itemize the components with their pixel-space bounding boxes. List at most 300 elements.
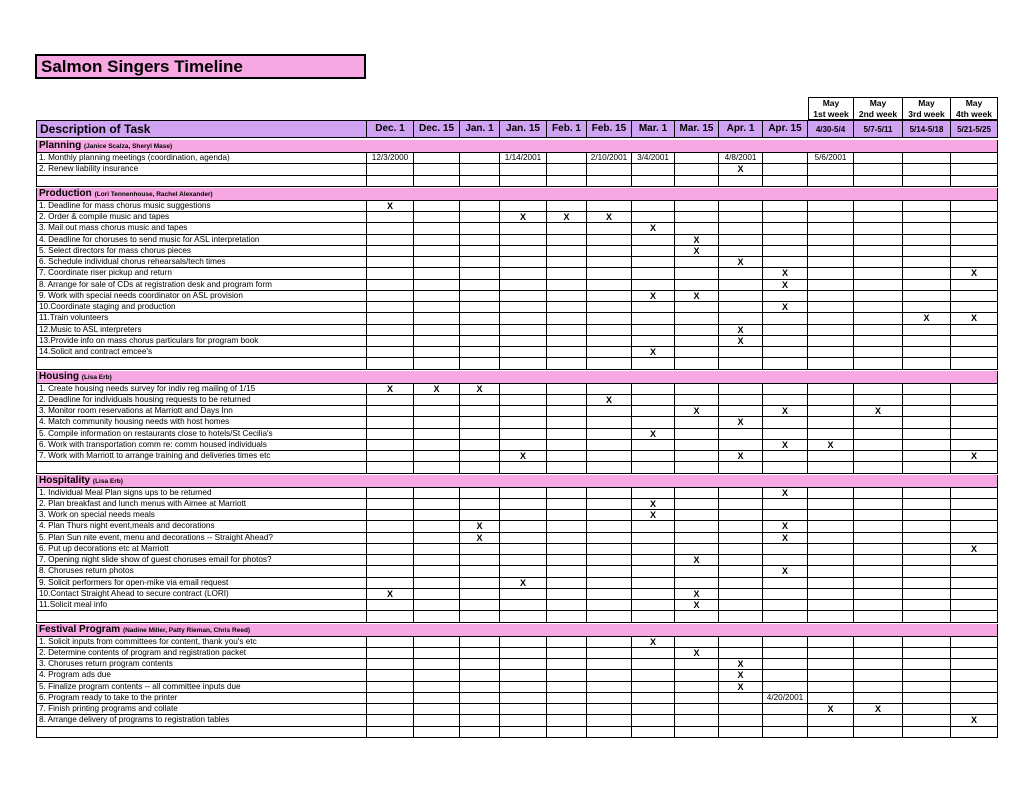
- empty-cell: [460, 212, 500, 223]
- empty-cell: [460, 257, 500, 268]
- empty-cell: [763, 417, 808, 428]
- may-week-label: 3rd week: [908, 109, 945, 119]
- empty-cell: [587, 510, 632, 521]
- empty-cell: [632, 280, 675, 291]
- empty-cell: [854, 566, 903, 577]
- empty-cell: [500, 682, 547, 693]
- empty-cell: [719, 727, 763, 738]
- may-month-label: May: [822, 98, 840, 108]
- empty-cell: [951, 406, 998, 417]
- empty-cell: [460, 693, 500, 704]
- empty-cell: [632, 164, 675, 175]
- task-mark: X: [719, 164, 763, 175]
- empty-cell: [460, 358, 500, 369]
- empty-cell: [854, 555, 903, 566]
- empty-cell: [367, 659, 414, 670]
- empty-cell: [460, 555, 500, 566]
- empty-cell: [675, 566, 719, 577]
- empty-cell: [367, 164, 414, 175]
- empty-cell: [951, 704, 998, 715]
- may-week-header: [903, 97, 951, 120]
- empty-cell: [951, 600, 998, 611]
- empty-cell: [854, 417, 903, 428]
- task-mark: X: [632, 637, 675, 648]
- empty-cell: [808, 670, 854, 681]
- empty-cell: [460, 715, 500, 726]
- empty-cell: [719, 313, 763, 324]
- empty-cell: [367, 268, 414, 279]
- task-row-label: 1. Solicit inputs from committees for content, thank you's etc: [36, 637, 367, 648]
- task-mark: X: [903, 313, 951, 324]
- empty-cell: [763, 153, 808, 164]
- empty-cell: [500, 235, 547, 246]
- task-row-label: 3. Choruses return program contents: [36, 659, 367, 670]
- task-mark: X: [632, 510, 675, 521]
- empty-cell: [763, 715, 808, 726]
- empty-cell: [903, 384, 951, 395]
- empty-cell: [587, 223, 632, 234]
- empty-cell: [632, 727, 675, 738]
- task-mark: X: [763, 440, 808, 451]
- empty-cell: [763, 727, 808, 738]
- empty-cell: [500, 384, 547, 395]
- empty-cell: [460, 510, 500, 521]
- empty-cell: [632, 406, 675, 417]
- task-row-label: 9. Solicit performers for open-mike via email request: [36, 578, 367, 589]
- empty-cell: [632, 589, 675, 600]
- empty-cell: [675, 544, 719, 555]
- may-week-label: 2nd week: [858, 109, 898, 119]
- empty-cell: [367, 727, 414, 738]
- empty-cell: [500, 510, 547, 521]
- empty-cell: [587, 611, 632, 622]
- empty-cell: [587, 727, 632, 738]
- task-mark: X: [587, 395, 632, 406]
- empty-cell: [675, 302, 719, 313]
- task-row-label: 7. Finish printing programs and collate: [36, 704, 367, 715]
- task-row-label: 14.Solicit and contract emcee's: [36, 347, 367, 358]
- empty-cell: [414, 727, 460, 738]
- empty-cell: [414, 533, 460, 544]
- date-column-header: Apr. 1: [719, 120, 763, 138]
- empty-cell: [951, 693, 998, 704]
- empty-cell: [632, 578, 675, 589]
- empty-cell: [460, 176, 500, 187]
- task-mark: X: [500, 212, 547, 223]
- section-header: [36, 140, 998, 153]
- empty-cell: [587, 257, 632, 268]
- empty-cell: [854, 336, 903, 347]
- empty-cell: [632, 336, 675, 347]
- empty-cell: [460, 544, 500, 555]
- task-row-label: 1. Create housing needs survey for indiv reg mailing of 1/15: [36, 384, 367, 395]
- empty-cell: [808, 325, 854, 336]
- empty-cell: [460, 566, 500, 577]
- task-mark: X: [808, 440, 854, 451]
- task-mark: X: [632, 347, 675, 358]
- task-column-header: Description of Task: [36, 120, 367, 138]
- empty-cell: [547, 291, 587, 302]
- empty-cell: [547, 715, 587, 726]
- empty-cell: [763, 682, 808, 693]
- empty-cell: [414, 510, 460, 521]
- empty-cell: [763, 358, 808, 369]
- empty-cell: [367, 682, 414, 693]
- task-mark: X: [460, 384, 500, 395]
- empty-cell: [903, 533, 951, 544]
- empty-cell: [854, 246, 903, 257]
- task-row-label: 7. Work with Marriott to arrange training and deliveries times etc: [36, 451, 367, 462]
- empty-cell: [547, 257, 587, 268]
- empty-cell: [763, 578, 808, 589]
- empty-cell: [500, 440, 547, 451]
- task-mark: X: [763, 406, 808, 417]
- empty-cell: [547, 384, 587, 395]
- empty-cell: [854, 533, 903, 544]
- empty-cell: [414, 600, 460, 611]
- empty-cell: [808, 246, 854, 257]
- empty-cell: [675, 462, 719, 473]
- empty-cell: [500, 176, 547, 187]
- empty-cell: [500, 544, 547, 555]
- empty-cell: [460, 704, 500, 715]
- empty-cell: [951, 395, 998, 406]
- empty-cell: [632, 246, 675, 257]
- empty-cell: [675, 682, 719, 693]
- empty-cell: [719, 246, 763, 257]
- empty-cell: [719, 462, 763, 473]
- empty-cell: [808, 648, 854, 659]
- empty-cell: [367, 406, 414, 417]
- empty-cell: [808, 257, 854, 268]
- task-mark: X: [500, 578, 547, 589]
- task-mark: X: [951, 715, 998, 726]
- empty-cell: [854, 235, 903, 246]
- empty-cell: [854, 384, 903, 395]
- empty-cell: [632, 704, 675, 715]
- empty-cell: [854, 499, 903, 510]
- empty-cell: [500, 223, 547, 234]
- section-title: Festival Program: [39, 623, 121, 635]
- empty-cell: [632, 440, 675, 451]
- empty-cell: [547, 280, 587, 291]
- empty-cell: [719, 566, 763, 577]
- empty-cell: [808, 578, 854, 589]
- empty-cell: [854, 589, 903, 600]
- empty-cell: [951, 257, 998, 268]
- empty-cell: [763, 451, 808, 462]
- empty-cell: [675, 499, 719, 510]
- task-row-label: 6. Schedule individual chorus rehearsals/tech times: [36, 257, 367, 268]
- empty-cell: [587, 659, 632, 670]
- empty-cell: [763, 336, 808, 347]
- empty-cell: [414, 499, 460, 510]
- empty-cell: [808, 212, 854, 223]
- empty-cell: [951, 727, 998, 738]
- section-title: Housing: [39, 370, 79, 382]
- empty-cell: [547, 164, 587, 175]
- empty-cell: [854, 727, 903, 738]
- empty-cell: [414, 395, 460, 406]
- empty-cell: [414, 462, 460, 473]
- empty-cell: [903, 659, 951, 670]
- empty-cell: [951, 280, 998, 291]
- empty-cell: [808, 347, 854, 358]
- empty-cell: [854, 510, 903, 521]
- empty-cell: [903, 727, 951, 738]
- empty-cell: [808, 693, 854, 704]
- empty-cell: [632, 462, 675, 473]
- empty-cell: [367, 176, 414, 187]
- empty-cell: [547, 176, 587, 187]
- empty-cell: [632, 488, 675, 499]
- empty-cell: [854, 462, 903, 473]
- empty-cell: [632, 417, 675, 428]
- empty-cell: [414, 291, 460, 302]
- blank-row: [36, 727, 367, 738]
- empty-cell: [808, 451, 854, 462]
- empty-cell: [951, 176, 998, 187]
- empty-cell: [719, 429, 763, 440]
- empty-cell: [460, 600, 500, 611]
- empty-cell: [903, 336, 951, 347]
- empty-cell: [854, 313, 903, 324]
- may-week-header: [854, 97, 903, 120]
- empty-cell: [951, 153, 998, 164]
- empty-cell: [460, 164, 500, 175]
- empty-cell: [951, 347, 998, 358]
- empty-cell: [951, 648, 998, 659]
- empty-cell: [903, 358, 951, 369]
- empty-cell: [763, 544, 808, 555]
- empty-cell: [367, 566, 414, 577]
- empty-cell: [903, 347, 951, 358]
- empty-cell: [808, 488, 854, 499]
- empty-cell: [903, 521, 951, 532]
- empty-cell: [903, 611, 951, 622]
- empty-cell: [808, 336, 854, 347]
- empty-cell: [500, 302, 547, 313]
- empty-cell: [414, 176, 460, 187]
- empty-cell: [951, 223, 998, 234]
- section-owners: (Janice Scalza, Sheryl Mase): [84, 143, 173, 150]
- empty-cell: [414, 589, 460, 600]
- task-row-label: 10.Coordinate staging and production: [36, 302, 367, 313]
- empty-cell: [460, 589, 500, 600]
- empty-cell: [903, 499, 951, 510]
- empty-cell: [460, 670, 500, 681]
- date-column-header: 5/14-5/18: [903, 120, 951, 138]
- empty-cell: [367, 600, 414, 611]
- empty-cell: [719, 488, 763, 499]
- empty-cell: [460, 727, 500, 738]
- empty-cell: [675, 347, 719, 358]
- empty-cell: [808, 358, 854, 369]
- empty-cell: [547, 246, 587, 257]
- empty-cell: [367, 670, 414, 681]
- empty-cell: [460, 223, 500, 234]
- empty-cell: [675, 715, 719, 726]
- empty-cell: [808, 727, 854, 738]
- empty-cell: [547, 533, 587, 544]
- empty-cell: [675, 533, 719, 544]
- empty-cell: [587, 648, 632, 659]
- empty-cell: [460, 499, 500, 510]
- empty-cell: [675, 417, 719, 428]
- section-owners: (Nadine Miller, Patty Rieman, Chris Reed): [122, 626, 251, 634]
- empty-cell: [951, 235, 998, 246]
- empty-cell: [460, 395, 500, 406]
- empty-cell: [763, 611, 808, 622]
- empty-cell: [854, 201, 903, 212]
- empty-cell: [675, 670, 719, 681]
- empty-cell: [632, 544, 675, 555]
- empty-cell: [903, 682, 951, 693]
- task-row-label: 1. Deadline for mass chorus music suggestions: [36, 201, 367, 212]
- task-row-label: 7. Coordinate riser pickup and return: [36, 268, 367, 279]
- empty-cell: [719, 589, 763, 600]
- empty-cell: [951, 682, 998, 693]
- empty-cell: [547, 578, 587, 589]
- empty-cell: [460, 406, 500, 417]
- task-mark: X: [951, 313, 998, 324]
- task-mark: X: [719, 325, 763, 336]
- task-mark: X: [808, 704, 854, 715]
- empty-cell: [719, 176, 763, 187]
- empty-cell: [854, 280, 903, 291]
- empty-cell: [547, 336, 587, 347]
- date-column-header: Feb. 15: [587, 120, 632, 138]
- empty-cell: [587, 704, 632, 715]
- empty-cell: [675, 611, 719, 622]
- task-row-label: 1. Monthly planning meetings (coordination, agenda): [36, 153, 367, 164]
- empty-cell: [903, 417, 951, 428]
- empty-cell: [367, 544, 414, 555]
- empty-cell: [632, 600, 675, 611]
- empty-cell: [367, 302, 414, 313]
- empty-cell: [367, 235, 414, 246]
- empty-cell: [951, 302, 998, 313]
- task-mark: X: [367, 384, 414, 395]
- empty-cell: [414, 670, 460, 681]
- empty-cell: [632, 176, 675, 187]
- task-mark: X: [719, 670, 763, 681]
- empty-cell: [367, 347, 414, 358]
- empty-cell: [808, 201, 854, 212]
- empty-cell: [903, 212, 951, 223]
- empty-cell: [632, 648, 675, 659]
- empty-cell: [460, 302, 500, 313]
- empty-cell: [367, 533, 414, 544]
- empty-cell: [675, 727, 719, 738]
- task-mark: X: [675, 555, 719, 566]
- empty-cell: [763, 659, 808, 670]
- may-month-label: May: [918, 98, 935, 108]
- empty-cell: [414, 704, 460, 715]
- task-mark: X: [675, 235, 719, 246]
- empty-cell: [951, 384, 998, 395]
- empty-cell: [547, 682, 587, 693]
- empty-cell: [587, 670, 632, 681]
- empty-cell: [587, 176, 632, 187]
- section-owners: (Lisa Erb): [81, 373, 112, 381]
- empty-cell: [500, 648, 547, 659]
- task-row-label: 5. Compile information on restaurants close to hotels/St Cecilia's: [36, 429, 367, 440]
- empty-cell: [587, 462, 632, 473]
- empty-cell: [903, 488, 951, 499]
- blank-row: [36, 462, 367, 473]
- empty-cell: [460, 637, 500, 648]
- empty-cell: [903, 589, 951, 600]
- empty-cell: [719, 201, 763, 212]
- date-column-header: Dec. 15: [414, 120, 460, 138]
- empty-cell: [951, 462, 998, 473]
- empty-cell: [500, 499, 547, 510]
- empty-cell: [808, 176, 854, 187]
- empty-cell: [547, 611, 587, 622]
- empty-cell: [719, 555, 763, 566]
- empty-cell: [547, 153, 587, 164]
- task-mark: X: [763, 280, 808, 291]
- empty-cell: [763, 235, 808, 246]
- empty-cell: [903, 406, 951, 417]
- empty-cell: [854, 648, 903, 659]
- section-header: [36, 624, 998, 637]
- empty-cell: [547, 451, 587, 462]
- empty-cell: [460, 235, 500, 246]
- empty-cell: [547, 201, 587, 212]
- empty-cell: [675, 176, 719, 187]
- task-mark: X: [675, 406, 719, 417]
- task-mark: X: [719, 257, 763, 268]
- empty-cell: [500, 488, 547, 499]
- empty-cell: [547, 566, 587, 577]
- empty-cell: [367, 462, 414, 473]
- empty-cell: [587, 313, 632, 324]
- empty-cell: [763, 201, 808, 212]
- empty-cell: [587, 417, 632, 428]
- empty-cell: [632, 611, 675, 622]
- empty-cell: [719, 704, 763, 715]
- empty-cell: [951, 164, 998, 175]
- empty-cell: [763, 313, 808, 324]
- empty-cell: [719, 510, 763, 521]
- empty-cell: [367, 440, 414, 451]
- empty-cell: [414, 325, 460, 336]
- empty-cell: [808, 291, 854, 302]
- empty-cell: [951, 510, 998, 521]
- date-column-header: Jan. 1: [460, 120, 500, 138]
- empty-cell: [808, 566, 854, 577]
- empty-cell: [763, 164, 808, 175]
- empty-cell: [460, 578, 500, 589]
- empty-cell: [367, 313, 414, 324]
- empty-cell: [367, 336, 414, 347]
- section-header: [36, 188, 998, 201]
- empty-cell: [675, 164, 719, 175]
- empty-cell: [460, 682, 500, 693]
- empty-cell: [763, 670, 808, 681]
- empty-cell: [367, 395, 414, 406]
- empty-cell: [500, 727, 547, 738]
- blank-row: [36, 176, 367, 187]
- section-title: Planning: [39, 140, 82, 151]
- empty-cell: [763, 462, 808, 473]
- empty-cell: [460, 417, 500, 428]
- empty-cell: [367, 246, 414, 257]
- empty-cell: [587, 600, 632, 611]
- empty-cell: [854, 637, 903, 648]
